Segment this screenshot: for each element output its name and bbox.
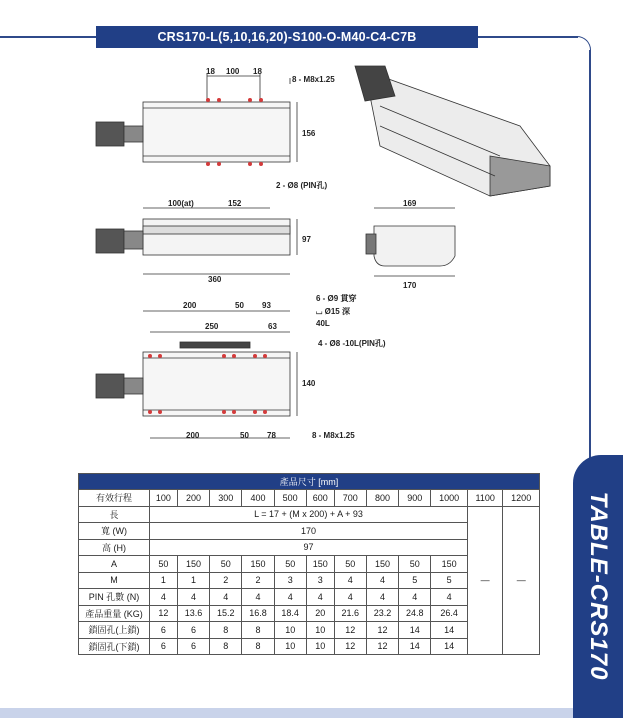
table-cell: 10 xyxy=(274,622,306,639)
frame-right-line xyxy=(478,36,578,38)
row-label: 鎖固孔(上鎖) xyxy=(79,622,150,639)
table-cell: 5 xyxy=(431,572,468,589)
top-view-motor xyxy=(96,122,124,146)
row-label: A xyxy=(79,556,150,573)
end-bottom-dim: 170 xyxy=(403,281,417,290)
bottom-view-body xyxy=(143,352,290,416)
row-label: M xyxy=(79,572,150,589)
front-view-body xyxy=(143,219,290,255)
table-cell: 2 xyxy=(210,572,242,589)
row-label: PIN 孔數 (N) xyxy=(79,589,150,606)
column-500: 500 xyxy=(274,490,306,507)
top-dim-1: 18 xyxy=(206,67,215,76)
table-cell: 8 xyxy=(210,622,242,639)
height-value: 97 xyxy=(150,539,468,556)
column-stroke-label: 有效行程 xyxy=(79,490,150,507)
table-cell: 18.4 xyxy=(274,605,306,622)
end-top-dim: 169 xyxy=(403,199,417,208)
table-cell: 6 xyxy=(177,638,209,655)
row-label: 產品重量 (KG) xyxy=(79,605,150,622)
table-cell: 6 xyxy=(177,622,209,639)
row-label: 鎖固孔(下鎖) xyxy=(79,638,150,655)
table-cell: 4 xyxy=(150,589,178,606)
table-cell: 4 xyxy=(366,589,398,606)
length-formula: L = 17 + (M x 200) + A + 93 xyxy=(150,506,468,523)
technical-drawing xyxy=(0,56,573,456)
row-label: 寬 (W) xyxy=(79,523,150,540)
table-cell: 12 xyxy=(334,622,366,639)
bottom-low-dim-1: 200 xyxy=(186,431,200,440)
table-cell: 4 xyxy=(177,589,209,606)
table-cell: 50 xyxy=(334,556,366,573)
table-cell: 150 xyxy=(242,556,274,573)
table-cell: 26.4 xyxy=(431,605,468,622)
frame-left-line xyxy=(0,36,96,38)
top-dim-3: 18 xyxy=(253,67,262,76)
table-cell: 20 xyxy=(306,605,334,622)
dash-cell-1100: — xyxy=(467,506,502,655)
table-cell: 1 xyxy=(177,572,209,589)
table-cell: 50 xyxy=(399,556,431,573)
column-1200: 1200 xyxy=(503,490,540,507)
table-cell: 14 xyxy=(399,638,431,655)
bottom-band xyxy=(0,708,573,718)
column-900: 900 xyxy=(399,490,431,507)
width-value: 170 xyxy=(150,523,468,540)
column-1100: 1100 xyxy=(467,490,502,507)
column-100: 100 xyxy=(150,490,178,507)
table-cell: 4 xyxy=(431,589,468,606)
bottom-view-motor xyxy=(96,374,124,398)
frame-right-vertical xyxy=(589,50,591,460)
frame-corner xyxy=(570,36,591,57)
row-label: 高 (H) xyxy=(79,539,150,556)
table-cell: 4 xyxy=(274,589,306,606)
table-cell: 10 xyxy=(306,638,334,655)
table-cell: 4 xyxy=(334,572,366,589)
table-cell: 150 xyxy=(366,556,398,573)
front-dim-1: 100(at) xyxy=(168,199,194,208)
table-cell: 50 xyxy=(210,556,242,573)
bottom-low-dim-2: 50 xyxy=(240,431,249,440)
column-200: 200 xyxy=(177,490,209,507)
table-cell: 23.2 xyxy=(366,605,398,622)
top-height: 156 xyxy=(302,129,316,138)
table-cell: 4 xyxy=(366,572,398,589)
table-cell: 50 xyxy=(274,556,306,573)
bottom-low-dim-3: 78 xyxy=(267,431,276,440)
pin-callout: 2 - Ø8 (PIN孔) xyxy=(276,181,328,190)
table-cell: 150 xyxy=(306,556,334,573)
bottom-top-dim-2: 50 xyxy=(235,301,244,310)
table-cell: 6 xyxy=(150,622,178,639)
table-cell: 16.8 xyxy=(242,605,274,622)
table-cell: 15.2 xyxy=(210,605,242,622)
table-cell: 21.6 xyxy=(334,605,366,622)
front-height: 97 xyxy=(302,235,311,244)
table-cell: 13.6 xyxy=(177,605,209,622)
table-cell: 3 xyxy=(274,572,306,589)
table-cell: 4 xyxy=(334,589,366,606)
bottom-mid-dim-1: 250 xyxy=(205,322,219,331)
hole-callout: 6 - Ø9 貫穿 xyxy=(316,294,357,303)
bottom-mid-dim-2: 63 xyxy=(268,322,277,331)
table-cell: 4 xyxy=(210,589,242,606)
table-cell: 50 xyxy=(150,556,178,573)
table-cell: 24.8 xyxy=(399,605,431,622)
top-dim-2: 100 xyxy=(226,67,240,76)
dash-cell-1200: — xyxy=(503,506,540,655)
front-view-motor xyxy=(96,229,124,253)
column-800: 800 xyxy=(366,490,398,507)
table-cell: 150 xyxy=(431,556,468,573)
bottom-callout: 8 - M8x1.25 xyxy=(312,431,355,440)
table-header: 產品尺寸 [mm] xyxy=(79,474,540,490)
table-cell: 12 xyxy=(334,638,366,655)
table-cell: 8 xyxy=(210,638,242,655)
spec-table xyxy=(78,473,540,655)
table-cell: 12 xyxy=(366,638,398,655)
depth-callout: 40L xyxy=(316,319,330,328)
table-cell: 12 xyxy=(150,605,178,622)
table-cell: 150 xyxy=(177,556,209,573)
bottom-height: 140 xyxy=(302,379,316,388)
table-row xyxy=(79,506,540,523)
table-cell: 14 xyxy=(431,638,468,655)
table-cell: 10 xyxy=(306,622,334,639)
table-cell: 5 xyxy=(399,572,431,589)
top-view-body xyxy=(143,102,290,162)
table-cell: 4 xyxy=(306,589,334,606)
table-cell: 14 xyxy=(399,622,431,639)
row-label: 長 xyxy=(79,506,150,523)
table-cell: 12 xyxy=(366,622,398,639)
stroke-row xyxy=(79,490,540,507)
table-cell: 10 xyxy=(274,638,306,655)
top-callout: 8 - M8x1.25 xyxy=(292,75,335,84)
table-cell: 6 xyxy=(150,638,178,655)
end-view-body xyxy=(374,226,455,266)
table-header-row xyxy=(79,474,540,490)
table-cell: 14 xyxy=(431,622,468,639)
table-cell: 8 xyxy=(242,622,274,639)
side-tab-label: TABLE-CRS170 xyxy=(585,491,612,681)
column-300: 300 xyxy=(210,490,242,507)
table-cell: 1 xyxy=(150,572,178,589)
column-1000: 1000 xyxy=(431,490,468,507)
table-cell: 8 xyxy=(242,638,274,655)
front-width: 360 xyxy=(208,275,222,284)
drawing-title: CRS170-L(5,10,16,20)-S100-O-M40-C4-C7B xyxy=(96,26,478,48)
table-cell: 4 xyxy=(399,589,431,606)
column-600: 600 xyxy=(306,490,334,507)
table-cell: 3 xyxy=(306,572,334,589)
table-cell: 2 xyxy=(242,572,274,589)
bottom-top-dim-1: 200 xyxy=(183,301,197,310)
pin-hole-callout: 4 - Ø8 -10L(PIN孔) xyxy=(318,339,386,348)
column-400: 400 xyxy=(242,490,274,507)
bottom-top-dim-3: 93 xyxy=(262,301,271,310)
table-cell: 4 xyxy=(242,589,274,606)
front-dim-2: 152 xyxy=(228,199,242,208)
counterbore-callout: ⌴ Ø15 深 xyxy=(316,307,350,316)
column-700: 700 xyxy=(334,490,366,507)
